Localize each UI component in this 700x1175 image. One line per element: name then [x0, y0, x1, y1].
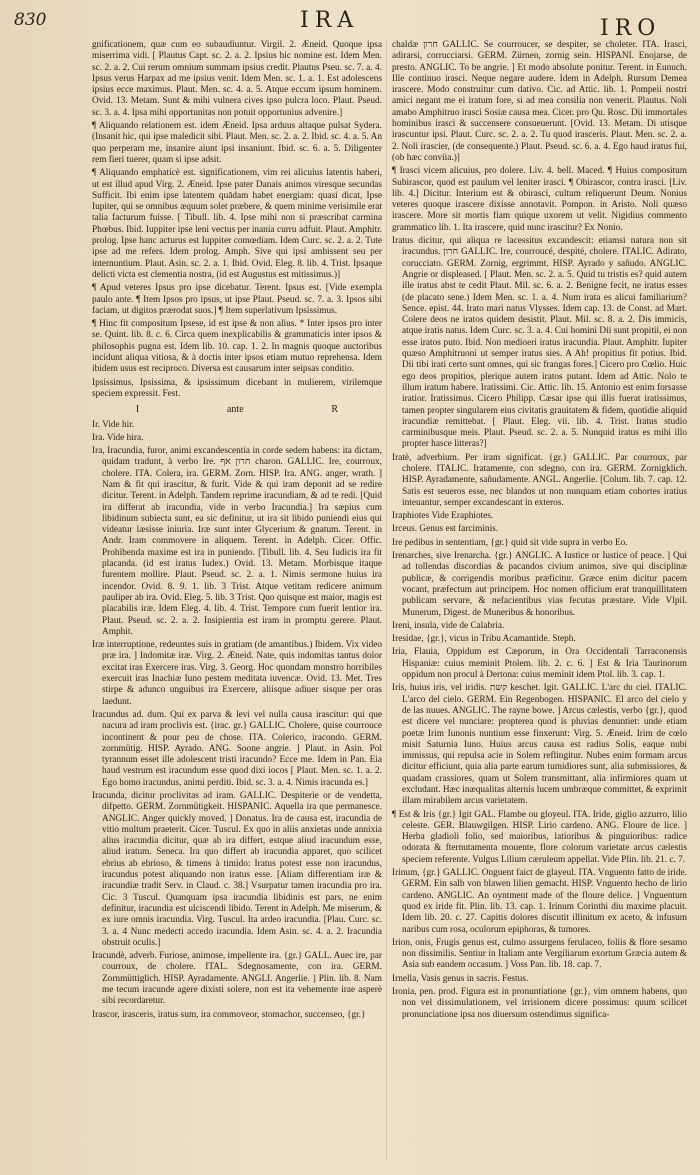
page-number: 830 — [14, 10, 47, 30]
dictionary-entry: Iris, huius iris, vel iridis. קשת keschet. Igit. GALLIC. L'arc du ciel. ITALIC. L'arco del cielo. GERM. Ein Regenbogen. HISPANIC. El arco del cielo y de las nuues. ANGLIC. The rayne bowe. ] Arcus cælestis, verbo {gr.}, quod est dicere vel nunciare: propterea quod is pluvias denuntiet: unde etiam poetæ Irim Iunonis nuntium esse finxerunt: Virg. 5. Æneid. Irim de cœlo misit Saturnia Iuno. Huius arcus causa est radius Solis, eaque nubi immissus, qui repulsa acie in Solem reflingitur. Nubes enim formam arcus dicitur efficiunt, quia alia parte earum tumidiores sunt, alia submissiores, & quadam crassiores, quam ut Solem transmittant, alia infirmiores quam ut excludant. Hæc inæqualitas alternis lucem umbræque committet, & exprimit illam mirabilem arcus varietatem. — [392, 683, 687, 807]
dictionary-entry: Ironia, pen. prod. Figura est in pronuntiatione {gr.}, vim omnem habens, quo non vel dissimulationem, vel irrisionem dicere possimus: quum scilicet pronunciatione ipsa nos diuersum ostendimus significa- — [392, 987, 687, 1020]
dictionary-entry: Iracundus ad. dum. Qui ex parva & levi vel nulla causa irascitur: qui que nacura ad iram proclivis est. {irac. gr.} GALLIC. Cholere, quise courrouce incontinent & pour peu de chose. ITA. Colerico, iracondo. GERM. zornmütig. HISP. Ayrado. ANG. Soone angrie. ] Plaut. in Asin. Pol tyrannum esset ille adolescent tristi iracundo? Ecce me. Idem in Pan. Eia haud vestrum est iracundum esse quod dixi iocos [ Plaut. Men. sc. 1. a. 2. Ego homo iracundus, animi perditi. Ibid. sc. 3. a. 4. Nimis iracunda es.] — [92, 709, 382, 788]
right-running-head: IRO — [600, 16, 662, 41]
dictionary-entry: Iria, Flauia, Oppidum est Cæporum, in Ora Occidentali Tarraconensis Hispaniæ: cuius meminit Ptolem. lib. 2. c. 6. ] Est & Iria Taurinorum oppidum non procul à Dertona: cuius meminit idem Ptol. lib. 3. cap. 1. — [392, 647, 687, 681]
dictionary-entry: Iraphiotes Vide Eraphiotes. — [392, 511, 494, 522]
paragraph: ¶ Aliquando emphaticè est. significationem, vim rei alicuius latentis haberi, ut est illud apud Virg. 2. Æneid. Ipse pater Danais animos viresque secundas Sufficit. Ibi enim ipse latentem quādam habet energiam: quasi dicat, Ipse Iupiter, qui se omnibus æquum solet præbere, & quem minime verisimile erat talia facturum fuisse. [ Tibull. lib. 4. Ipse mihi non si præscribat carmina Phœbus. Ibid. Iuppiter ipse leni vectus per inania curru adfuit. Plaut. Amphitr. prolog. Ipse hanc acturus est Iuppiter comœdiam. Idem Curc. sc. 2. a. 2. Tute ipse ad me refers. Idem prolog. Amph. Sive qui ipsi ambissent seu per internuntium. Plaut. Asin. sc. 2. a. 1. Ibid. Ovid. Eleg. 8. lib. 4. Trist. Ipsaque delicti victa est clementia nostra, (id est Augustus est mitissimus.)] — [92, 168, 382, 280]
paragraph: ¶ Hinc fit compositum Ipsese, id est ipse & non alius. * Inter ipsos pro inter se. Quint. lib. 8. c. 6. Circa quem inexplicabilis & grammaticis inter ipsos & philosophis pugna est. Idem lib. 10. cap. 1. 2. In magnis quoque auctoribus incidunt aliqua vitiosa, & à doctis inter ipsos etiam mutuo reprehensa. Idem ibidem usus est reciproco. Diversa est causarum inter seipsas conditio. — [92, 319, 382, 375]
left-column — [92, 40, 382, 1165]
paragraph: Ipsissimus, Ipsissima, & ipsissimum dicebant in mulierem, virilemque speciem expressit. Fest. — [92, 377, 382, 399]
dictionary-entry: Irceus. Genus est farciminis. — [392, 524, 499, 535]
dictionary-entry: Iratus dicitur, qui aliqua re lacessitus excandescit: etiamsi natura non sit iracundus. חרון GALLIC. Ire, courroucé, despité, cholere. ITALIC. Adirato, corucciato. GERM. Zornig, ergrimmt. HISP. Ayrado y sañudo. ANGLIC. Angrie or displeased. [ Plaut. Men. sc. 2. a. 5. Quid tu tristis es? quid autem ille iratus abst te cedit Plaut. Mil. sc. 6. a. 2. Benigne fecit, ne iratus esses (de placato sene.) Idem Men. sc. 1. a. 4. Num irata es alicui familiarium? Sence. epist. 44. Irato mari natus Vlysses. Idem cap. 13. de Const. ad Mart. Colere deos ne iratos quidem desistit. Plaut. Mil. sc. 8. a. 2. Dis immicis, atque iratis natus. Idem Curc. sc. 3. a. 4. Cui homini Dii sunt propitii, ei non esse iratos puto. Ibid. Non medioeri iratus iracundia. Plaut. Amphitr. Iupiter quæso Amphitruoni ut semper iratus sies. A Ah! propitius fit potius. Ibid. Dii tibi irati certo sunt omnes, qui sic frangas fores.] Cicero pro Cœlio. Huic ego deos propitios, plerique autem iratos putant. Idem ad Attic. Nolo te illum iratum habere. Iratissimi. Cic. Attic. lib. 15. Antonio est enim forsasse iratior. Iratissimus. Cicero Philipp. Cæsar ipse qui illis fuerat iratissimus, tamen propter singularem eius civitatis grauitatem & fidem, quotidie aliquid iracundiæ remittebat. [ Plaut. Eleg. vii. lib. 4. Trist. Iratus studio carminibusque meis. Plaut. Pseud. sc. 2. a. 5. Nunquid iratus es mihi illo propter hasce litteras?] — [392, 236, 687, 450]
right-column — [392, 40, 687, 1165]
dictionary-entry: Irion, onis, Frugis genus est, culmo assurgens ferulaceo, foliis & flore sesamo non dissimilis. Sentiur in Italiam ante Vergiliarum exortum Græcia autem & Asia sub eandem occasum. ] Voss Pan. lib. 18. cap. 7. — [392, 937, 687, 971]
dictionary-entry: Iracundè, adverb. Furiose, animose, impellente ira. {gr.} GALL. Auec ire, par courroux, de cholere. ITAL. Sdegnosamente, con ira. GERM. Zornmüttiglich. HISP. Ayradamente. ANGLI. Angerlie. ] Plin. lib. 8. Nam me tecum iracunde agere dixisti solere, non est ita vehemente irae asperè sibi recordaretur. — [92, 951, 382, 1007]
dictionary-entry: Ireni, insula, vide de Calabria. — [392, 620, 505, 631]
dictionary-entry: Irinum, {gr.} GALLIC. Onguent faict de glayeul. ITA. Vnguento fatto de iride. GERM. Ein salb von blawen lilien gemacht. HISP. Vnguento hecho de lirio cardeno. ANGLIC. An oyntment made of the floure delice. ] Vnguentum quod ex iride fit. Plin. lib. 13. cap. 1. Irinum Corinthi diu maxime placuit. Idem lib. 20. c. 27. Capitis dolores discutit illinitum ex aceto, & infusum naribus cum rosa, oculorum epiphoras, & tumores. — [392, 868, 687, 935]
paragraph: chaldæ חרון GALLIC. Se courroucer, se despiter, se choleter. ITA. Irasci, adirarsi, corrucciarsi. GERM. Zürnen, zornig sein. HISPANI. Enojarse, de presto. ANGLIC. To be angrie. ] Et modo absolute ponitur. Terent. in Eunuch. Ille continuo irasci. Neque negare audere. Idem in Adelph. Rursum Demea irascere. Modo construitur cum dativo. Cic. ad Attic. lib. 1. Pompeii nostri amici negant me ei iratum fore, si ad mea consilia non venerit. Plautus. Noli amabo Amphitruo irasci Sosiæ causa mea. Cicer. pro Qu. Rosc. Dii immortales hominibus irasci & succensere consueuerunt. [Ovid. 13. Metam. Di utisque irascuntur ipsi. Plaut. Curc. sc. 2. a. 2. Tu quod irasceris. Plaut. Men. sc. 2. a. 2. Noli irascier, (de consequente.) Plaut. Pseud. sc. 6. a. 4. Ego haud iratus fui, (ob hæc conviia.)] — [392, 40, 687, 163]
dictionary-entry: Irnella, Vasis genus in sacris. Festus. — [392, 973, 529, 984]
dictionary-entry: Iresidae, {gr.}, vicus in Tribu Acamantide. Steph. — [392, 634, 576, 645]
paragraph: gnificationem, quæ cum eo subaudiuntur. Virgil. 2. Æneid. Quoque ipsa miserrima vidi. [ Plautus Capt. sc. 2. a. 2. Ipsius hic nomine est. Idem Men. sc. 2. a. 2. Cui rerum omnium summam ipsius credit. Plautus Pseu. sc. 7. a. 4. Ipsus verus Harpax ad me ipsius venit. Idem Men. sc. 1. a. 1. Est adolescens ipsius ecce maximus. Plaut. Men. sc. 4. a. 5. Atque eccum ipsum hominem. Ovid. 13. Metam. Sunt & mihi vulnera cives ipso pulcra loco. Plaut. Pseud. sc. 3. a. 4. Ipsa mihi opportunitas non potuit opportunius advenire.] — [92, 40, 382, 118]
dictionary-entry: Iracunda, dicitur proclivitas ad iram. GALLIC. Despiterie or de vendetta, difpetto. GERM. Zornmütigkeit. HISPANIC. Aquella ira que permanesce. ANGLIC. Anger quickly moved. ] Donatus. Ira de causa est, iracundia de vitio multum praeterit. Cicer. Tuscul. Ex quo in aliis anxietas unde annixia alius iracundia dicitur, quæ ab ira differt, estque aliud iracundum esse, aliud iratum. Seneca. Ira quo differt ab iracundia apparet, quo scilicet ebrius ab ebrioso, & timens à timido: Iratus potest esse non iracundus, iracundus potest aliquando non iratus esse. [Aliam differentiam iræ & iracundiæ tradit Serv. in Claud. c. 38.] Vsurpatur tamen iracundia pro ira. Cic. 3 Tuscul. Quanquam ipsa iracundia libidinis est pars, ne enim definitur, iracundia est ulciscendi libido. Terent in Adelph. Me miserum, & ex iure omnis iracundia. Virg. Tuscul. Ita ardeo iracundia. [Plau. Curc. sc. 3. a. 4 Nunc medecti accedo iracundia. Idem Asin. sc. 4. a. 2. Iracundia obstruit oculis.] — [92, 791, 382, 948]
dictionary-entry: Ira. Vide hira. — [92, 432, 144, 443]
divider-middle: ante — [226, 404, 244, 416]
dictionary-entry: Iratè, adverbium. Per iram significat. {gr.} GALLIC. Par courroux, par cholere. ITALIC. Iratamente, con sdegno, con ira. GERM. Zornigklich. HISP. Ayradamente, sañudamente. ANGL. Angerlie. [Colum. lib. 7. cap. 12. Satis est seueros esse, nec blandos ut non nunquam etiam cohortes iratius inteuantur, semper excandescant in exteros. — [392, 452, 687, 508]
dictionary-entry: Iræ interruptione, redeuntes suis in gratiam (de amantibus.) Ibidem. Vix video præ ira. ] Indomitæ iræ. Virg. 2. Æneid. Nate, quis indomitas tantus dolor excitat iras Exercere iras. Virg. 3. Georg. Hoc quondam monstro horribiles exercuit iras Inachiæ Iuno pestem meditata iuvencæ. Ovid. 13. Met. Tres stirpe & adunco unguibus ira Exercere, aliisque adiuer sisque per oras laedunt. — [92, 640, 382, 707]
page-header — [0, 0, 700, 40]
dictionary-entry: Irascor, irasceris, iratus sum, ira commoveor, stomachor, succenseo, {gr.} — [92, 1009, 366, 1020]
left-running-head: IRA — [300, 8, 360, 33]
paragraph: ¶ Irasci vicem alicuius, pro dolere. Liv. 4. bell. Maced. ¶ Huius compositum Subirascor, quod est paulum vel leniter irasci. ¶ Obirascor, contra irasci. [Liv. lib. 4.] Dicitur. Interium est & obirasci, cultum reliquerunt Deum. Nonius veteres quoque irascere dixisse annotavit. Pompon. in Aristo. Noli quæso irascere. More sit mortis fiam quique uxorem ut velit. Nigidius commento grammatico lib. 1. Ita irascere, quid nunc irascitur? Ex Nonio. — [392, 166, 687, 233]
dictionary-entry: Irenarches, sive Irenarcha. {gr.} ANGLIC. A Iustice or Iustice of peace. ] Qui ad tollendas discordias & pacandos civium animos, sive qui disciplinæ publicæ, & corrigendis moribus præficitur. Græce enim dicitur pacem vocant, præfectum aut principem. Hoc nomen officium erat tranquillitatem publicam servare, & nefacientibus vias fecutas præstare. Vide Vlpil. Munerum, Digest. de Muneribus & honoribus. — [392, 551, 687, 618]
dictionary-entry: Ir. Vide hir. — [92, 419, 135, 430]
divider-left: I — [135, 404, 140, 416]
divider-right: R — [331, 404, 339, 416]
dictionary-entry: Ira, Iracundia, furor, animi excandescentia in corde sedem habens: ita dictam, quidam tradunt, à verbo Ire. חרון אף charon. GALLIC. Ire, courroux, cholere. ITA. Colera, ira. GERM. Zorn. HISP. Ira. ANG. anger, wrath. ] Nam & fit qui irascitur, & furit. Vide & qui iram deponit ad se redire dicitur. Terent. in Adelph. Tandem reprime iracundiam, & ad te redi. [Quid ira differat ab iracundia, vide in verbo Iracundia.] Ira sæpius cum libidinum subiecta sunt, ea sic definitur, ut ira sit libido puniendi eius qui videatur læsisse iniuria. Iræ sunt inter Glycerium & gnatum. Terent. in Andr. Iram commovere in aliquem. Terent. in Adelph. Cicer. Offic. Prohibenda maxime est ira in puniendo. [Tibull. lib. 4. Seu Iudicis ira fit placanda. (id est iratus Iudex.) Ovid. 13. Metam. Morbisque itaque furentem mollire. Plaut. Pseud. sc. 2. a. 1. Nimis sermone huius ira incendor. Ovid. 8. 9. 1. lib. 3 Trist. Atque vetitam redicere animum pauliper ab ira. Ovid. Eleg. 5. lib. 3 Trist. Quo quisque est maior, magis est placabilis iræ. Idem Eleg. 4. lib. 4. Trist. Tempore cum fuerit lentior ira. Plaut. Pseud. sc. 2. a. 2. Insipientia est iram in promptu gerere. Plaut. Amphit. — [92, 446, 382, 637]
column-gutter — [386, 40, 387, 1160]
section-divider — [92, 404, 382, 415]
paragraph: ¶ Apud veteres Ipsus pro ipse dicebatur. Terent. Ipsus est. [Vide exempla paulo ante. ¶ Item Ipsos pro ipsus, ut ipse Plaut. Pseud. sc. 7. a. 3. Ipsos sibi faciam, ut digitos prærodat suos.] ¶ Item superlativum Ipsissimus. — [92, 283, 382, 316]
paragraph: ¶ Aliquando relationem est. idem Æneid. Ipsa arduus altaque pulsat Sydera. (Insanit hic, qui ipse maledicit sibi. Plaut. Men. sc. 2. a. 2. Ibid. sc. 4. a. 5. An quo perperam me, insanire aiunt ipsi insaniunt. Ibid. sc. 6. a. 5. Diligenter rem fieri tuerer, quam si ipse adsit. — [92, 121, 382, 165]
dictionary-entry: Ire pedibus in sententiam, {gr.} quid sit vide supra in verbo Eo. — [392, 537, 628, 548]
dictionary-entry: ¶ Est & Iris {gr.} Igit GAL. Flambe ou gloyeul. ITA. Iride, giglio azzurro, lilio celeste. GER. Blauwgilgen. HISP. Lirio cardeno. ANG. Floure de lice. ] Herba gladioli folio, sed maioribus, latioribus & pinguioribus: radice odorata & fternutamenta mouente, flore colorum varietate arcus cælestis speciem referente. Vulgus Lilium cæruleum appellat. Vide Plin. lib. 21. c. 7. — [392, 809, 687, 865]
